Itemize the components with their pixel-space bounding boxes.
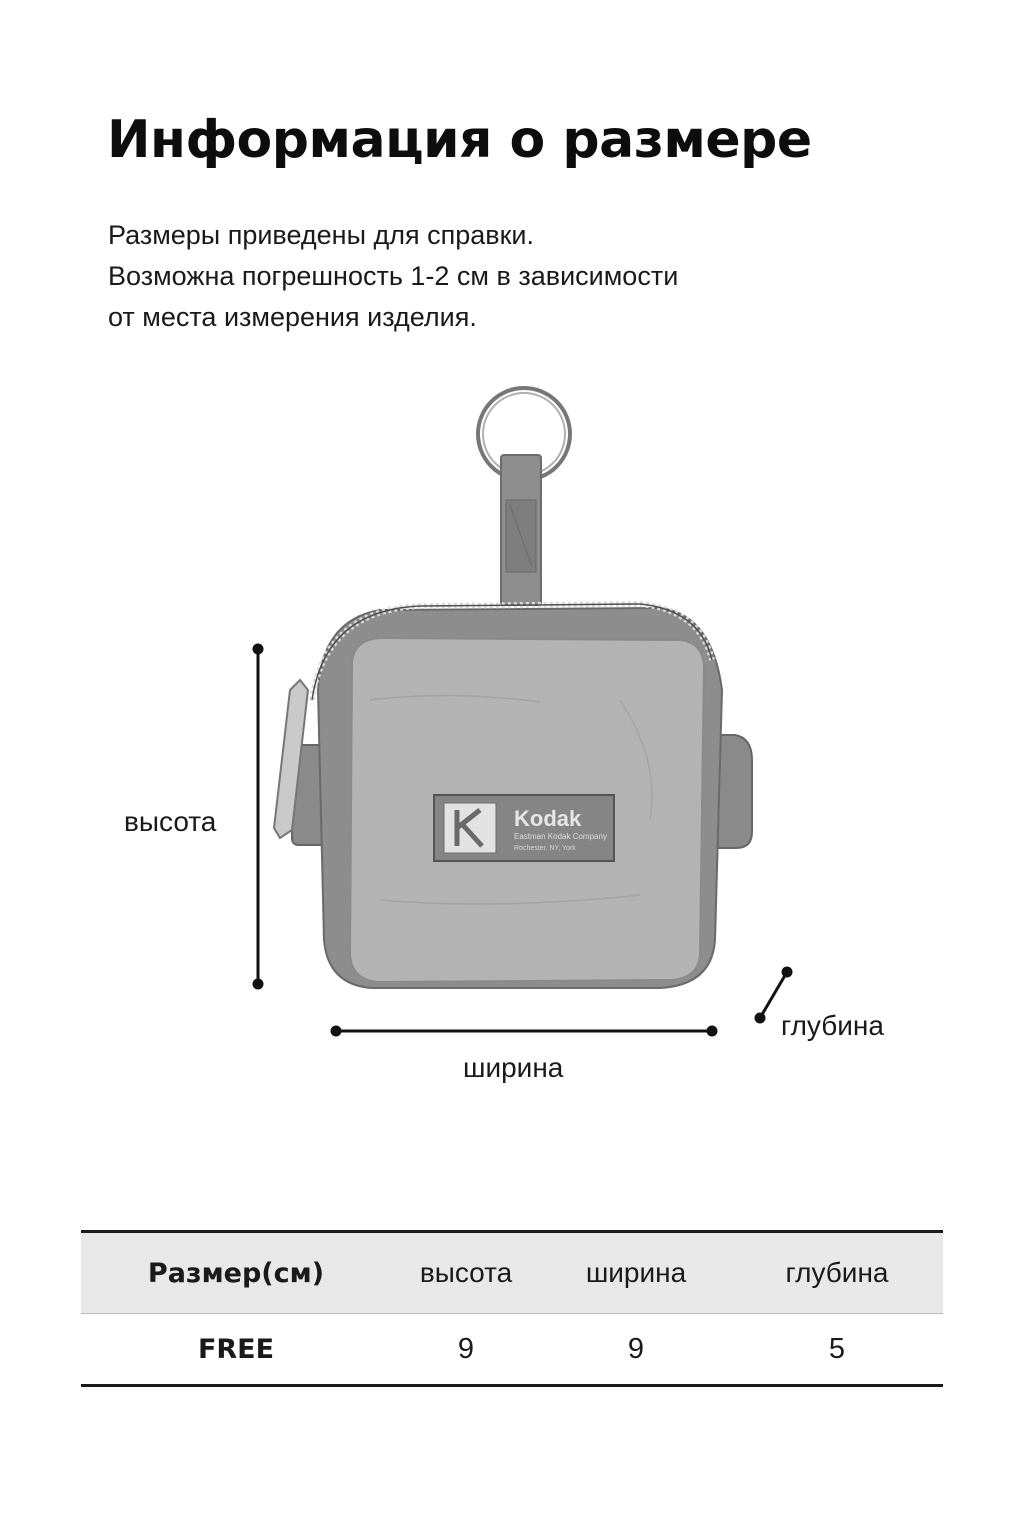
- column-header-depth: глубина: [731, 1232, 943, 1314]
- height-value: 9: [391, 1314, 541, 1386]
- measurement-diagram: [0, 370, 1024, 1110]
- bag-illustration: [0, 370, 1024, 1110]
- size-disclaimer: [108, 215, 828, 338]
- depth-label: глубина: [781, 1010, 884, 1041]
- size-value: FREE: [81, 1314, 391, 1386]
- size-table: [81, 1230, 943, 1387]
- kodak-brand: Kodak: [514, 806, 582, 831]
- kodak-label: [434, 795, 614, 861]
- width-value: 9: [541, 1314, 731, 1386]
- width-label: ширина: [463, 1052, 564, 1083]
- kodak-line1: Eastman Kodak Company: [514, 832, 607, 841]
- depth-value: 5: [731, 1314, 943, 1386]
- column-header-height: высота: [391, 1232, 541, 1314]
- table-row: [81, 1314, 943, 1386]
- height-label: высота: [124, 806, 217, 837]
- column-header-width: ширина: [541, 1232, 731, 1314]
- disclaimer-line: Размеры приведены для справки.: [108, 220, 535, 250]
- disclaimer-line: от места измерения изделия.: [108, 302, 477, 332]
- table-header-row: [81, 1232, 943, 1314]
- disclaimer-line: Возможна погрешность 1-2 см в зависимости: [108, 261, 679, 291]
- page-title: Информация о размере: [107, 110, 812, 170]
- kodak-k-logo-icon: [444, 803, 496, 853]
- column-header-size: Размер(см): [81, 1232, 391, 1314]
- kodak-line2: Rochester, NY, York: [514, 845, 576, 852]
